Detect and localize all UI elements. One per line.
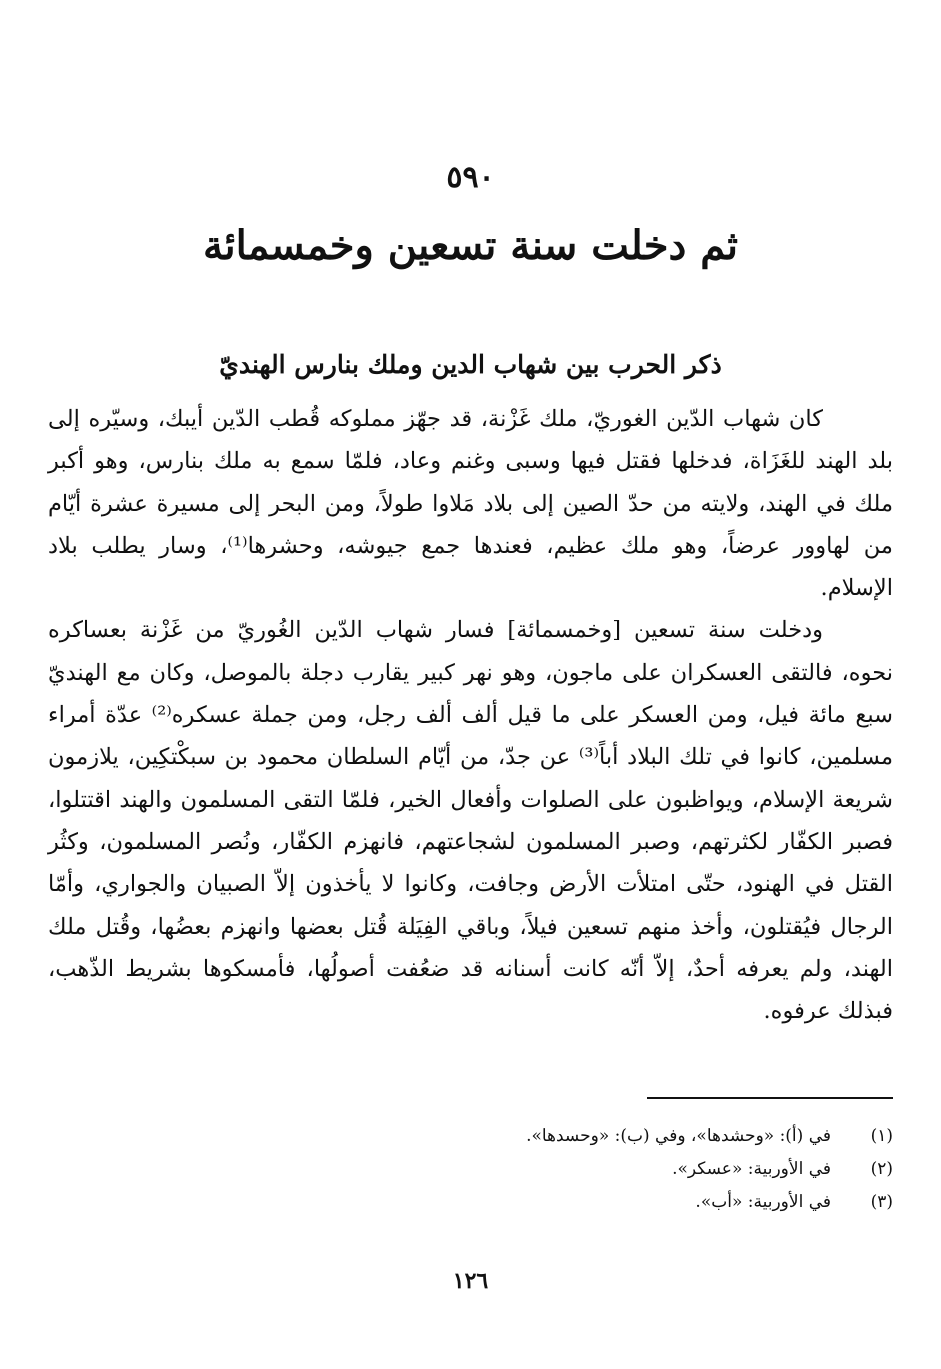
section-title: ذكر الحرب بين شهاب الدين وملك بنارس الهنديّ [219, 350, 722, 379]
paragraph-1: كان شهاب الدّين الغوريّ، ملك غَزْنة، قد جهّز مملوكه قُطب الدّين أيبك، وسيّره إلى بلد الهند للغَزَاة، فدخلها فقتل فيها وسبى وغنم وعاد، فلمّا سمع به ملك بنارس، وهو أكبر ملك في الهند، ولايته من حدّ الصين إلى بلاد مَلاوا طولاً، ومن البحر إلى مسيرة عشرة أيّام من لهاوور عرضاً، وهو ملك عظيم، فعندها جمع جيوشه، وحشرها⁽¹⁾، وسار يطلب بلاد الإسلام. [48, 406, 893, 602]
footnotes [393, 1120, 893, 1219]
footnote-3 [393, 1186, 893, 1219]
footnote-text: في الأوربية: «عسكر». [672, 1159, 831, 1179]
footnote-number: (١) [870, 1126, 893, 1146]
year-title: ثم دخلت سنة تسعين وخمسمائة [203, 222, 738, 269]
footnote-2 [393, 1153, 893, 1186]
footnote-1 [393, 1120, 893, 1153]
body-text [48, 398, 893, 1032]
footnote-number: (٢) [870, 1159, 893, 1179]
footnote-text: في (أ): «وحشدها»، وفي (ب): «وحسدها». [526, 1126, 831, 1146]
page-number: ١٢٦ [452, 1268, 489, 1294]
year-number: ٥٩٠ [446, 160, 495, 195]
paragraph-2: ودخلت سنة تسعين [وخمسمائة] فسار شهاب الدّين الغُوريّ من غَزْنة بعساكره نحوه، فالتقى العسكران على ماجون، وهو نهر كبير يقارب دجلة بالموصل، وكان مع الهنديّ سبع مائة فيل، ومن العسكر على ما قيل ألف ألف رجل، ومن جملة عسكره⁽²⁾ عدّة أمراء مسلمين، كانوا في تلك البلاد أباً⁽³⁾ عن جدّ، من أيّام السلطان محمود بن سبكْتكِين، يلازمون شريعة الإسلام، ويواظبون على الصلوات وأفعال الخير، فلمّا التقى المسلمون والهند اقتتلوا، فصبر الكفّار لكثرتهم، وصبر المسلمون لشجاعتهم، فانهزم الكفّار، ونُصر المسلمون، وكثُر القتل في الهنود، حتّى امتلأت الأرض وجافت، وكانوا لا يأخذون إلاّ الصبيان والجواري، وأمّا الرجال فيُقتلون، وأخذ منهم تسعين فيلاً، وباقي الفِيَلة قُتل بعضها وانهزم بعضُها، وقُتل ملك الهند، ولم يعرفه أحدٌ، إلاّ أنّه كانت أسنانه قد ضعُفت أصولُها، فأمسكوها بشريط الذّهب، فبذلك عرفوه. [48, 617, 893, 1025]
footnote-text: في الأوربية: «أب». [695, 1192, 831, 1212]
footnote-separator [647, 1097, 893, 1099]
footnote-number: (٣) [870, 1192, 893, 1212]
